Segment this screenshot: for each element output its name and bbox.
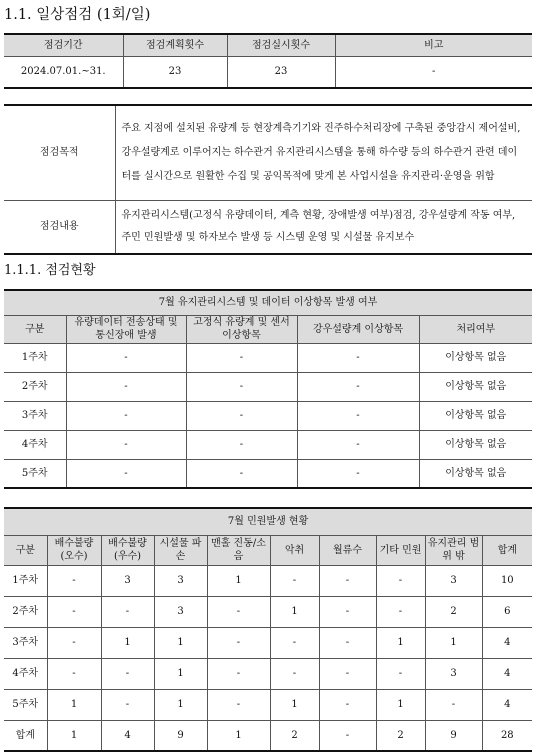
table-cell: 2	[425, 596, 482, 627]
table-cell: -	[297, 459, 419, 488]
content-text: 유지관리시스템(고정식 유량데이터, 계측 현황, 장애발생 여부)점검, 강우설량계 작동 여부, 주민 민원발생 및 하자보수 발생 등 시스템 운영 및 시설물 유지보수	[115, 200, 532, 254]
row-label: 3주차	[4, 627, 47, 658]
table-cell: -	[297, 372, 419, 401]
complaint-header: 배수불량 (오수)	[47, 535, 101, 565]
table-cell: -	[66, 372, 186, 401]
table-cell: -	[319, 565, 376, 596]
table-row	[4, 689, 532, 720]
table-cell: -	[376, 565, 425, 596]
row-label: 4주차	[4, 430, 66, 459]
table-row	[4, 343, 532, 372]
schedule-cell-done: 23	[227, 56, 335, 88]
content-label: 점검내용	[4, 200, 115, 254]
table-cell: 1	[270, 689, 319, 720]
schedule-header-planned: 점검계획횟수	[123, 34, 227, 56]
complaint-header: 유지관리 범위 밖	[425, 535, 482, 565]
table-cell: -	[207, 689, 270, 720]
table-row	[4, 627, 532, 658]
schedule-header-note: 비고	[335, 34, 532, 56]
subsection-heading: 1.1.1. 점검현황	[4, 263, 96, 278]
table-cell: -	[207, 596, 270, 627]
table-cell: 1	[207, 565, 270, 596]
table-cell: 9	[425, 720, 482, 751]
table-row	[4, 596, 532, 627]
system-header-flow-data: 유량데이터 전송상태 및 통신장애 발생	[66, 315, 186, 343]
table-cell: -	[186, 401, 297, 430]
complaint-header: 합계	[482, 535, 532, 565]
system-header-rain-gauge: 강우설량계 이상항목	[297, 315, 419, 343]
table-cell: 9	[154, 720, 207, 751]
table-cell: -	[186, 459, 297, 488]
table-cell: 1	[47, 720, 101, 751]
table-cell: -	[207, 627, 270, 658]
table-row	[4, 430, 532, 459]
purpose-text: 주요 지점에 설치된 유량계 등 현장계측기기와 진주하수처리장에 구축된 중앙감시 제어설비, 강우설량계로 이루어지는 하수관거 유지관리시스템을 통해 하수량 등의 하수관거 관련 데이터를 실시간으로 원활한 수집 및 공익목적에 맞게 본 사업시설을 유지관리·운영을 위함	[115, 105, 532, 200]
system-header-sensor: 고정식 유량계 및 센서 이상항목	[186, 315, 297, 343]
complaint-header: 악취	[270, 535, 319, 565]
table-cell: 1	[47, 689, 101, 720]
table-cell: 3	[101, 565, 154, 596]
table-cell: 2	[376, 720, 425, 751]
table-cell: -	[207, 658, 270, 689]
table-cell: -	[66, 343, 186, 372]
table-cell: 4	[482, 627, 532, 658]
system-anomaly-table	[4, 289, 532, 489]
table-cell: 28	[482, 720, 532, 751]
table-cell: 1	[154, 627, 207, 658]
table-cell: 10	[482, 565, 532, 596]
table-row	[4, 459, 532, 488]
table-cell: 3	[425, 565, 482, 596]
table-cell: 1	[425, 627, 482, 658]
complaint-header: 배수불량 (우수)	[101, 535, 154, 565]
table-cell: -	[376, 596, 425, 627]
complaint-table	[4, 507, 532, 752]
table-cell: -	[270, 658, 319, 689]
row-label: 3주차	[4, 401, 66, 430]
row-label: 1주차	[4, 343, 66, 372]
table-row	[4, 720, 532, 751]
table-cell: 1	[101, 627, 154, 658]
complaint-header: 월류수	[319, 535, 376, 565]
table-cell: -	[47, 658, 101, 689]
system-table-title: 7월 유지관리시스템 및 데이터 이상항목 발생 여부	[4, 290, 532, 315]
table-cell: -	[319, 596, 376, 627]
table-cell: -	[101, 658, 154, 689]
table-row	[4, 565, 532, 596]
table-cell: 4	[101, 720, 154, 751]
table-cell: -	[186, 430, 297, 459]
schedule-header-period: 점검기간	[4, 34, 123, 56]
table-cell: -	[297, 430, 419, 459]
table-cell: 이상항목 없음	[419, 343, 532, 372]
complaint-header: 시설물 파손	[154, 535, 207, 565]
schedule-header-done: 점검실시횟수	[227, 34, 335, 56]
complaint-header: 구분	[4, 535, 47, 565]
table-cell: 3	[154, 596, 207, 627]
table-cell: -	[425, 689, 482, 720]
table-cell: -	[47, 565, 101, 596]
table-cell: 1	[154, 689, 207, 720]
table-cell: -	[297, 401, 419, 430]
table-cell: -	[319, 689, 376, 720]
table-cell: -	[376, 658, 425, 689]
table-cell: -	[319, 720, 376, 751]
table-cell: 1	[376, 627, 425, 658]
row-label: 5주차	[4, 689, 47, 720]
table-cell: 1	[270, 596, 319, 627]
table-cell: -	[186, 343, 297, 372]
row-label: 5주차	[4, 459, 66, 488]
schedule-table	[4, 33, 532, 89]
system-header-status: 처리여부	[419, 315, 532, 343]
complaint-header: 맨홀 진동/소음	[207, 535, 270, 565]
table-row	[4, 658, 532, 689]
table-cell: -	[66, 430, 186, 459]
table-row	[4, 401, 532, 430]
row-label: 합계	[4, 720, 47, 751]
inspection-info-table	[4, 104, 532, 255]
table-cell: -	[47, 596, 101, 627]
complaint-header: 기타 민원	[376, 535, 425, 565]
table-cell: -	[186, 372, 297, 401]
row-label: 4주차	[4, 658, 47, 689]
table-cell: 1	[207, 720, 270, 751]
table-cell: 4	[482, 689, 532, 720]
table-cell: -	[270, 627, 319, 658]
table-cell: -	[319, 658, 376, 689]
table-cell: -	[297, 343, 419, 372]
table-cell: -	[270, 565, 319, 596]
section-heading: 1.1. 일상점검 (1회/일)	[4, 7, 151, 23]
table-row	[4, 372, 532, 401]
table-cell: -	[101, 596, 154, 627]
table-cell: -	[66, 459, 186, 488]
system-header-category: 구분	[4, 315, 66, 343]
table-cell: 3	[425, 658, 482, 689]
row-label: 2주차	[4, 596, 47, 627]
row-label: 1주차	[4, 565, 47, 596]
table-cell: 6	[482, 596, 532, 627]
row-label: 2주차	[4, 372, 66, 401]
table-cell: -	[66, 401, 186, 430]
table-cell: 1	[154, 658, 207, 689]
table-cell: 2	[270, 720, 319, 751]
table-cell: 4	[482, 658, 532, 689]
complaint-table-title: 7월 민원발생 현황	[4, 508, 532, 535]
table-cell: 3	[154, 565, 207, 596]
table-cell: 이상항목 없음	[419, 430, 532, 459]
table-cell: 이상항목 없음	[419, 459, 532, 488]
table-cell: -	[47, 627, 101, 658]
schedule-cell-planned: 23	[123, 56, 227, 88]
table-cell: -	[101, 689, 154, 720]
table-cell: 이상항목 없음	[419, 372, 532, 401]
table-cell: -	[319, 627, 376, 658]
schedule-cell-note: -	[335, 56, 532, 88]
table-cell: 이상항목 없음	[419, 401, 532, 430]
table-cell: 1	[376, 689, 425, 720]
purpose-label: 점검목적	[4, 105, 115, 200]
schedule-cell-period: 2024.07.01.~31.	[4, 56, 123, 88]
